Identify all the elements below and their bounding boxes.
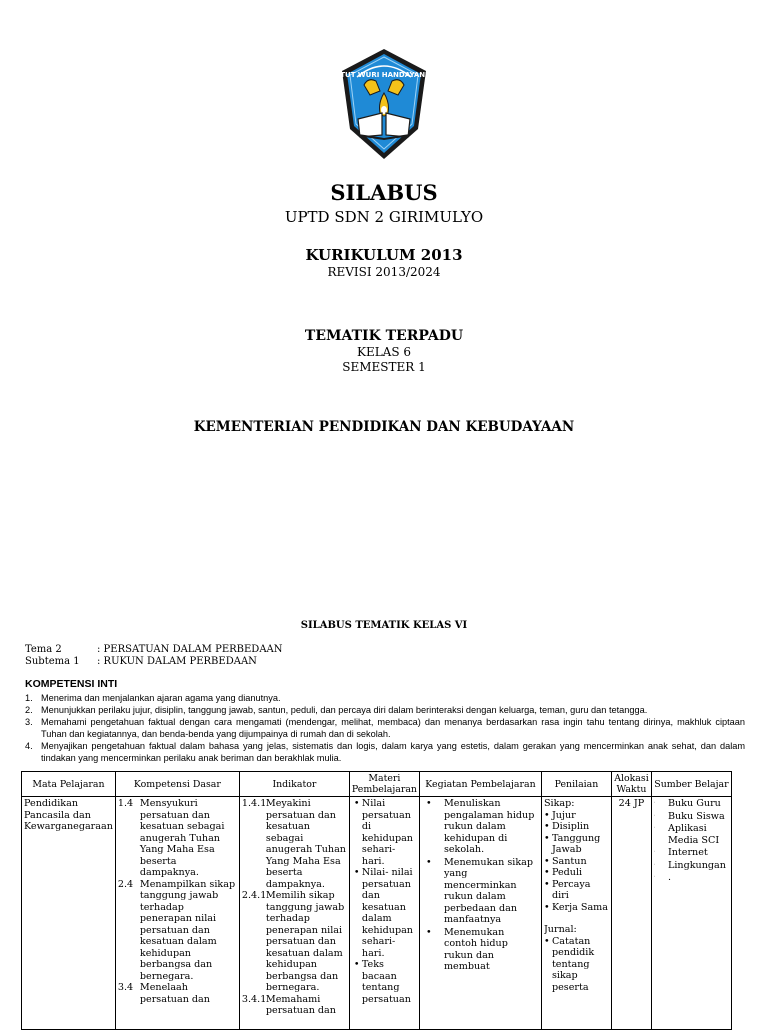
col-mata-pelajaran: Mata Pelajaran [22, 772, 116, 797]
kegiatan-item: • Menuliskan pengalaman hidup rukun dalam kehidupan di sekolah. [444, 798, 539, 856]
subtema-value: : RUKUN DALAM PERBEDAAN [97, 656, 257, 667]
logo-motto: TUT WURI HANDAYANI [340, 71, 428, 79]
table-header-row [22, 772, 732, 797]
col-sumber: Sumber Belajar [651, 772, 731, 797]
sumber-item: • . [668, 872, 729, 884]
kd-item: 3.4 Menelaah persatuan dan [117, 982, 210, 1005]
cell-sumber [654, 798, 729, 1028]
table-row [22, 797, 732, 1030]
col-penilaian: Penilaian [541, 772, 611, 797]
grade-label: KELAS 6 [356, 345, 412, 359]
ki-heading: KOMPETENSI INTI [25, 678, 118, 690]
cell-materi [352, 798, 417, 1028]
school-name: UPTD SDN 2 GIRIMULYO [284, 208, 484, 226]
tut-wuri-handayani-logo [336, 47, 432, 162]
cell-kd [118, 798, 237, 1028]
col-kegiatan: Kegiatan Pembelajaran [419, 772, 541, 797]
materi-item: • Nilai persatuan di kehidupan sehari-hari. [362, 798, 417, 867]
tema-label: Tema 2 [25, 644, 62, 655]
sikap-item: • Tanggung Jawab [544, 833, 609, 856]
jurnal-label: Jurnal: [543, 924, 577, 935]
curriculum-title: KURIKULUM 2013 [305, 246, 463, 264]
syllabus-table [21, 771, 732, 1030]
sikap-item: • Jujur [544, 810, 609, 822]
sumber-item: • Lingkungan [668, 860, 729, 872]
sumber-item: • Internet [668, 847, 729, 859]
kd-item: 1.4 Mensyukuri persatuan dan kesatuan sebagai anugerah Tuhan Yang Maha Esa beserta dampaknya. [117, 798, 225, 878]
semester-label: SEMESTER 1 [342, 360, 426, 374]
sumber-item: • Buku Guru [668, 798, 729, 810]
ministry-name: KEMENTERIAN PENDIDIKAN DAN KEBUDAYAAN [193, 419, 575, 435]
ki-item: 2. Menunjukkan perilaku jujur, disiplin, tanggung jawab, santun, peduli, dan percaya diri dalam berinteraksi dengan keluarga, teman, guru dan tetangga. [25, 705, 648, 715]
subject-title: TEMATIK TERPADU [304, 328, 464, 344]
revision-label: REVISI 2013/2024 [327, 265, 441, 279]
materi-item: • Nilai- nilai persatuan dan kesatuan dalam kehidupan sehari-hari. [362, 867, 417, 959]
col-kompetensi-dasar: Kompetensi Dasar [115, 772, 239, 797]
indikator-item: 3.4.1 Memahami persatuan dan [241, 993, 336, 1016]
cell-kegiatan [422, 798, 539, 1028]
cell-indikator [242, 798, 347, 1028]
kd-item: 2.4 Menampilkan sikap tanggung jawab terhadap penerapan nilai persatuan dan kesatuan dalam kehidupan berbangsa dan bernegara. [117, 878, 236, 982]
kegiatan-item: • Menemukan sikap yang mencerminkan rukun dalam perbedaan dan manfaatnya [444, 857, 539, 926]
cell-mapel: Pendidikan Pancasila dan Kewarganegaraan [24, 798, 113, 832]
cell-penilaian [544, 798, 609, 1028]
indikator-item: 1.4.1 Meyakini persatuan dan kesatuan sebagai anugerah Tuhan Yang Maha Esa beserta dampaknya. [241, 798, 346, 890]
syllabus-title: SILABUS TEMATIK KELAS VI [300, 620, 468, 631]
cell-alokasi: 24 JP [618, 798, 645, 809]
jurnal-item: • Catatan pendidik tentang sikap peserta [544, 936, 609, 994]
sumber-item: • Buku Siswa [668, 811, 729, 823]
ki-item: 1. Menerima dan menjalankan ajaran agama yang dianutnya. [25, 693, 281, 703]
sikap-item: • Santun [544, 856, 609, 868]
tema-value: : PERSATUAN DALAM PERBEDAAN [97, 644, 283, 655]
subtema-line [25, 656, 257, 667]
ki-item: 3. Memahami pengetahuan faktual dengan cara mengamati (mendengar, melihat, membaca) dan menanya berdasarkan rasa ingin tahu tentang dirinya, makhluk ciptaan Tuhan dan kegiatannya, dan benda-benda yang dijumpainya di rumah dan di sekolah. [25, 717, 745, 739]
col-alokasi: Alokasi Waktu [611, 772, 651, 797]
ki-item: 4. Menyajikan pengetahuan faktual dalam bahasa yang jelas, sistematis dan logis, dalam karya yang estetis, dalam gerakan yang mencerminkan anak sehat, dan dalam tindakan yang mencerminkan perilaku anak beriman dan berakhlak mulia. [25, 741, 745, 763]
sumber-item: • Aplikasi Media SCI [668, 823, 729, 846]
cover-title: SILABUS [330, 180, 438, 205]
sikap-item: • Disiplin [544, 821, 609, 833]
col-indikator: Indikator [239, 772, 349, 797]
sikap-item: • Kerja Sama [544, 902, 609, 914]
ki-list [25, 692, 745, 764]
sikap-item: • Peduli [544, 867, 609, 879]
sikap-label: Sikap: [543, 798, 575, 809]
indikator-item: 2.4.1 Memilih sikap tanggung jawab terhadap penerapan nilai persatuan dan kesatuan dalam kehidupan berbangsa dan bernegara. [241, 890, 345, 993]
subtema-label: Subtema 1 [25, 656, 80, 667]
materi-item: • Teks bacaan tentang persatuan [362, 959, 417, 1005]
kegiatan-item: • Menemukan contoh hidup rukun dan membuat [444, 927, 539, 973]
sikap-item: • Percaya diri [544, 879, 609, 902]
tema-line [25, 644, 283, 655]
col-materi: Materi Pembelajaran [349, 772, 419, 797]
